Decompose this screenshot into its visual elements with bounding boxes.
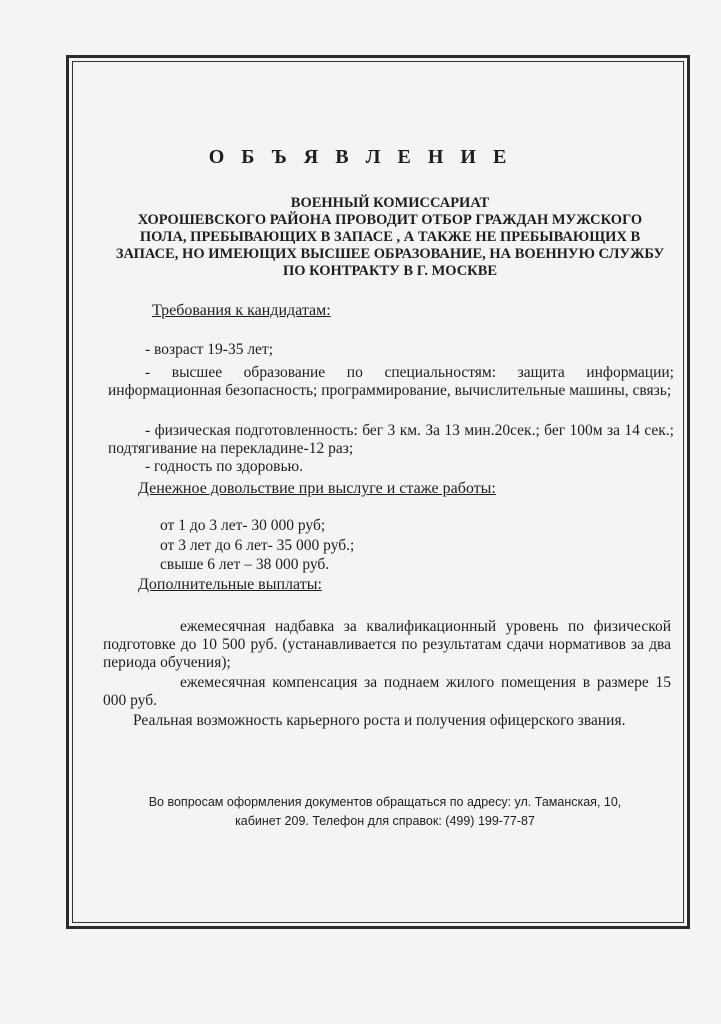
contact-address: Во вопросам оформления документов обращаться по адресу: ул. Таманская, 10, xyxy=(148,795,622,809)
announcement-title: О Б Ъ Я В Л Е Н И Е xyxy=(208,146,513,168)
requirement-age: - возраст 19-35 лет; xyxy=(145,341,274,358)
requirements-header: Требования к кандидатам: xyxy=(152,302,331,319)
requirement-education: - высшее образование по специальностям: защита информации; информационная безопасность; программирование, вычислительные машины, связь; xyxy=(108,364,674,399)
contact-phone: кабинет 209. Телефон для справок: (499) 199-77-87 xyxy=(235,814,535,828)
pay-tier-1: от 1 до 3 лет- 30 000 руб; xyxy=(160,517,326,534)
pay-tier-3: свыше 6 лет – 38 000 руб. xyxy=(160,556,330,573)
extra-bonus-physical: ежемесячная надбавка за квалификационный уровень по физической подготовке до 10 500 руб. (устанавливается по результатам сдачи нормативов за два периода обучения); xyxy=(103,618,671,671)
requirement-physical: - физическая подготовленность: бег 3 км. За 13 мин.20сек.; бег 100м за 14 сек.; подтягивание на перекладине-12 раз; xyxy=(108,422,674,457)
extra-header: Дополнительные выплаты: xyxy=(138,576,322,593)
pay-tier-2: от 3 лет до 6 лет- 35 000 руб.; xyxy=(160,537,355,554)
contact-footer xyxy=(110,793,660,831)
extra-bonus-housing: ежемесячная компенсация за поднаем жилого помещения в размере 15 000 руб. xyxy=(103,674,671,709)
career-note: Реальная возможность карьерного роста и получения офицерского звания. xyxy=(133,712,626,729)
org-line: ХОРОШЕВСКОГО РАЙОНА ПРОВОДИТ ОТБОР ГРАЖДАН МУЖСКОГО xyxy=(137,212,643,228)
pay-header: Денежное довольствие при выслуге и стаже работы: xyxy=(138,480,496,497)
org-line: ПОЛА, ПРЕБЫВАЮЩИХ В ЗАПАСЕ , А ТАКЖЕ НЕ ПРЕБЫВАЮЩИХ В xyxy=(139,229,641,245)
org-line: ВОЕННЫЙ КОМИССАРИАТ xyxy=(290,195,490,211)
org-line: ЗАПАСЕ, НО ИМЕЮЩИХ ВЫСШЕЕ ОБРАЗОВАНИЕ, НА ВОЕННУЮ СЛУЖБУ xyxy=(115,246,665,262)
org-line: ПО КОНТРАКТУ В Г. МОСКВЕ xyxy=(282,263,498,279)
requirement-health: - годность по здоровью. xyxy=(145,458,303,475)
organization-heading xyxy=(100,195,680,280)
